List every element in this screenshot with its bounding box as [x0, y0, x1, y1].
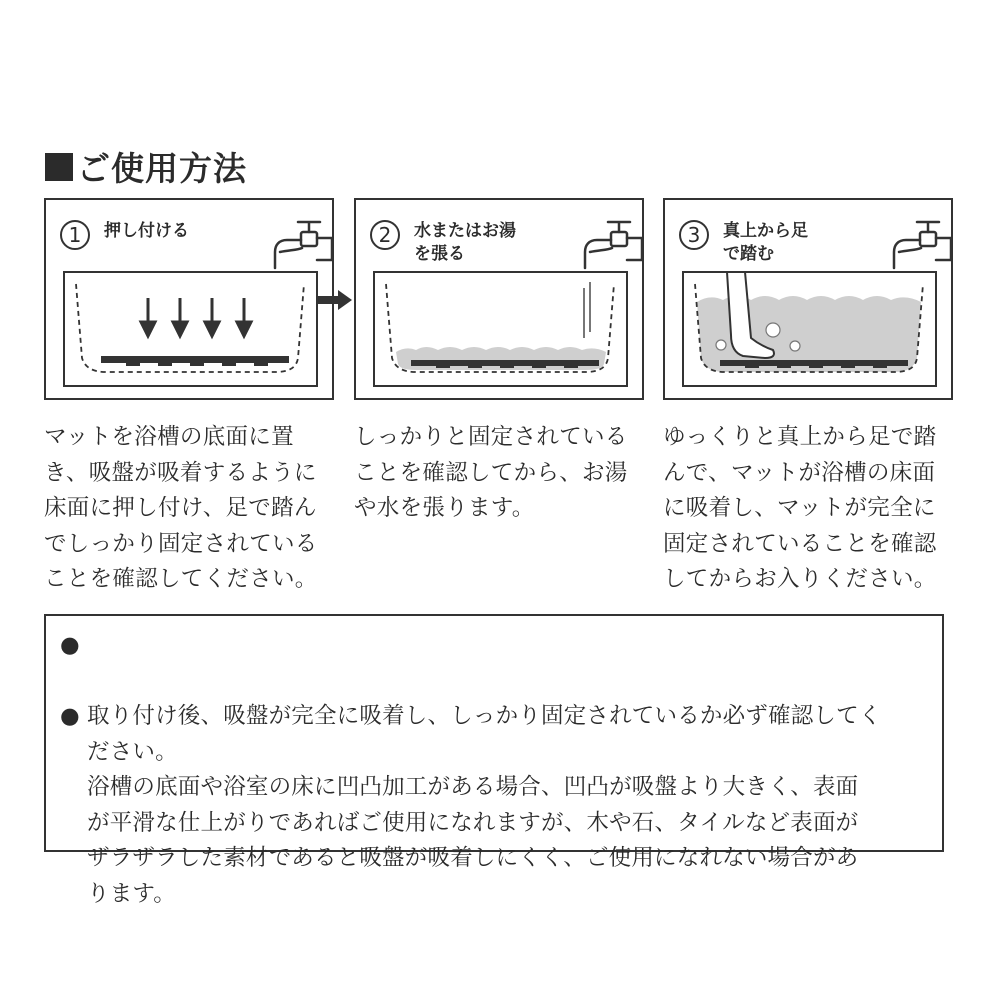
bullet-icon: ●: [60, 703, 80, 729]
faucet-icon: [275, 222, 332, 268]
press-arrows-icon: [141, 298, 251, 336]
note-text: 浴槽の底面や浴室の床に凹凸加工がある場合、凹凸が吸盤より大きく、表面 が平滑な仕上がりであればご使用になれますが、木や石、タイルなど表面が ザラザラした素材であると吸盤が吸着しにくく、ご使用になれない場合があ ります。: [87, 774, 859, 907]
step-number: 2: [370, 220, 400, 250]
step-number: 1: [60, 220, 90, 250]
step-panel-2: [354, 198, 644, 400]
step-1-description: マットを浴槽の底面に置 き、吸盤が吸着するように 床面に押し付け、足で踏ん でしっかり固定されている ことを確認してください。: [44, 424, 318, 592]
step-2-description: しっかりと固定されている ことを確認してから、お湯 や水を張ります。: [354, 424, 628, 521]
step-panel-3: [663, 198, 953, 400]
bullet-icon: ●: [60, 632, 80, 658]
note-item: [60, 699, 858, 948]
notes-box: [44, 614, 944, 907]
next-step-arrow-icon: [318, 290, 354, 310]
step-number: 3: [679, 220, 709, 250]
section-title: ご使用方法: [77, 149, 247, 188]
step-label: 水またはお湯 を張る: [414, 221, 516, 264]
step-label: 押し付ける: [104, 221, 189, 241]
note-text: 取り付け後、吸盤が完全に吸着し、しっかり固定されているか必ず確認してく ださい。: [87, 703, 882, 765]
step-3-description: ゆっくりと真上から足で踏 んで、マットが浴槽の床面 に吸着し、マットが完全に 固定されていることを確認 してからお入りください。: [663, 424, 937, 592]
step-panel-1: [44, 198, 334, 400]
section-heading: [45, 143, 247, 190]
faucet-icon: [894, 222, 951, 268]
step-label: 真上から足 で踏む: [723, 221, 808, 264]
faucet-icon: [585, 222, 642, 268]
square-bullet-icon: [45, 153, 73, 181]
